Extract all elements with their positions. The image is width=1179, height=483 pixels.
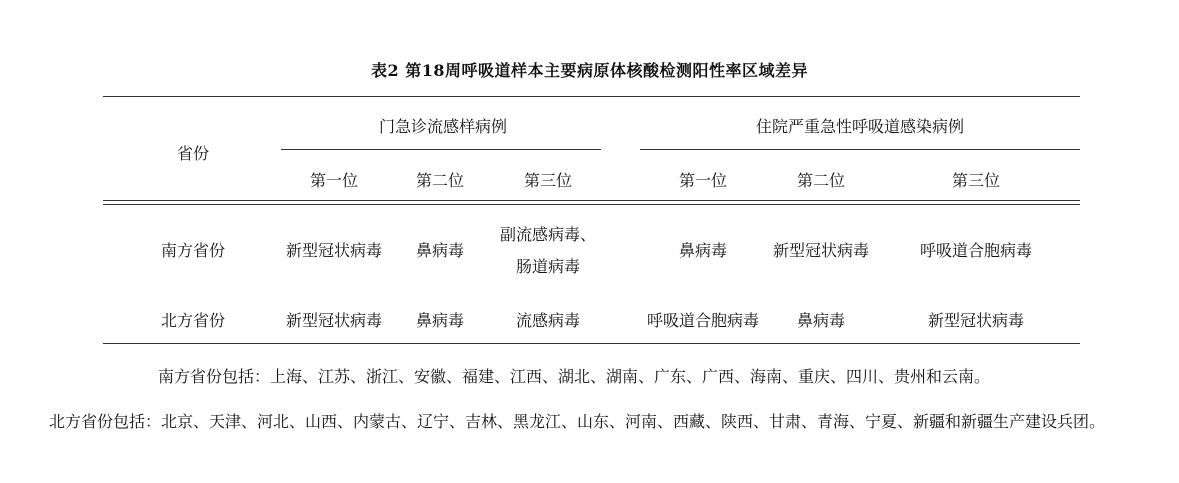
table-cell: 新型冠状病毒 <box>285 311 383 330</box>
table-cell: 新型冠状病毒 <box>927 311 1025 330</box>
table-cell: 新型冠状病毒 <box>285 241 383 260</box>
note-north: 北方省份包括：北京、天津、河北、山西、内蒙古、辽宁、吉林、黑龙江、山东、河南、西藏、陕西、甘肃、青海、宁夏、新疆和新疆生产建设兵团。 <box>49 412 1106 431</box>
header-rule-2 <box>103 204 1080 205</box>
table-cell: 鼻病毒 <box>796 311 846 330</box>
bottom-rule <box>103 343 1080 344</box>
group-rule-left <box>281 149 601 150</box>
subheader: 第三位 <box>951 171 1001 190</box>
subheader: 第一位 <box>309 171 359 190</box>
table-cell: 鼻病毒 <box>678 241 728 260</box>
table-cell: 新型冠状病毒 <box>772 241 870 260</box>
group-header-outpatient: 门急诊流感样病例 <box>378 117 508 136</box>
table-cell: 鼻病毒 <box>415 241 465 260</box>
region-label: 南方省份 <box>160 241 226 260</box>
table-cell: 流感病毒 <box>515 311 581 330</box>
header-rule-1 <box>103 200 1080 201</box>
row-header: 省份 <box>176 144 210 163</box>
note-south: 南方省份包括：上海、江苏、浙江、安徽、福建、江西、湖北、湖南、广东、广西、海南、重庆、四川、贵州和云南。 <box>158 367 991 386</box>
subheader: 第一位 <box>678 171 728 190</box>
group-header-inpatient: 住院严重急性呼吸道感染病例 <box>755 117 965 136</box>
group-rule-right <box>640 149 1080 150</box>
top-rule <box>103 96 1080 97</box>
table-cell: 副流感病毒、 <box>499 225 597 244</box>
table-title: 表2 第18周呼吸道样本主要病原体核酸检测阳性率区域差异 <box>371 61 808 80</box>
table-cell: 呼吸道合胞病毒 <box>646 311 760 330</box>
subheader: 第二位 <box>796 171 846 190</box>
table-cell-continued: 肠道病毒 <box>515 257 581 276</box>
region-label: 北方省份 <box>160 311 226 330</box>
subheader: 第二位 <box>415 171 465 190</box>
table-cell: 鼻病毒 <box>415 311 465 330</box>
subheader: 第三位 <box>523 171 573 190</box>
table-cell: 呼吸道合胞病毒 <box>919 241 1033 260</box>
